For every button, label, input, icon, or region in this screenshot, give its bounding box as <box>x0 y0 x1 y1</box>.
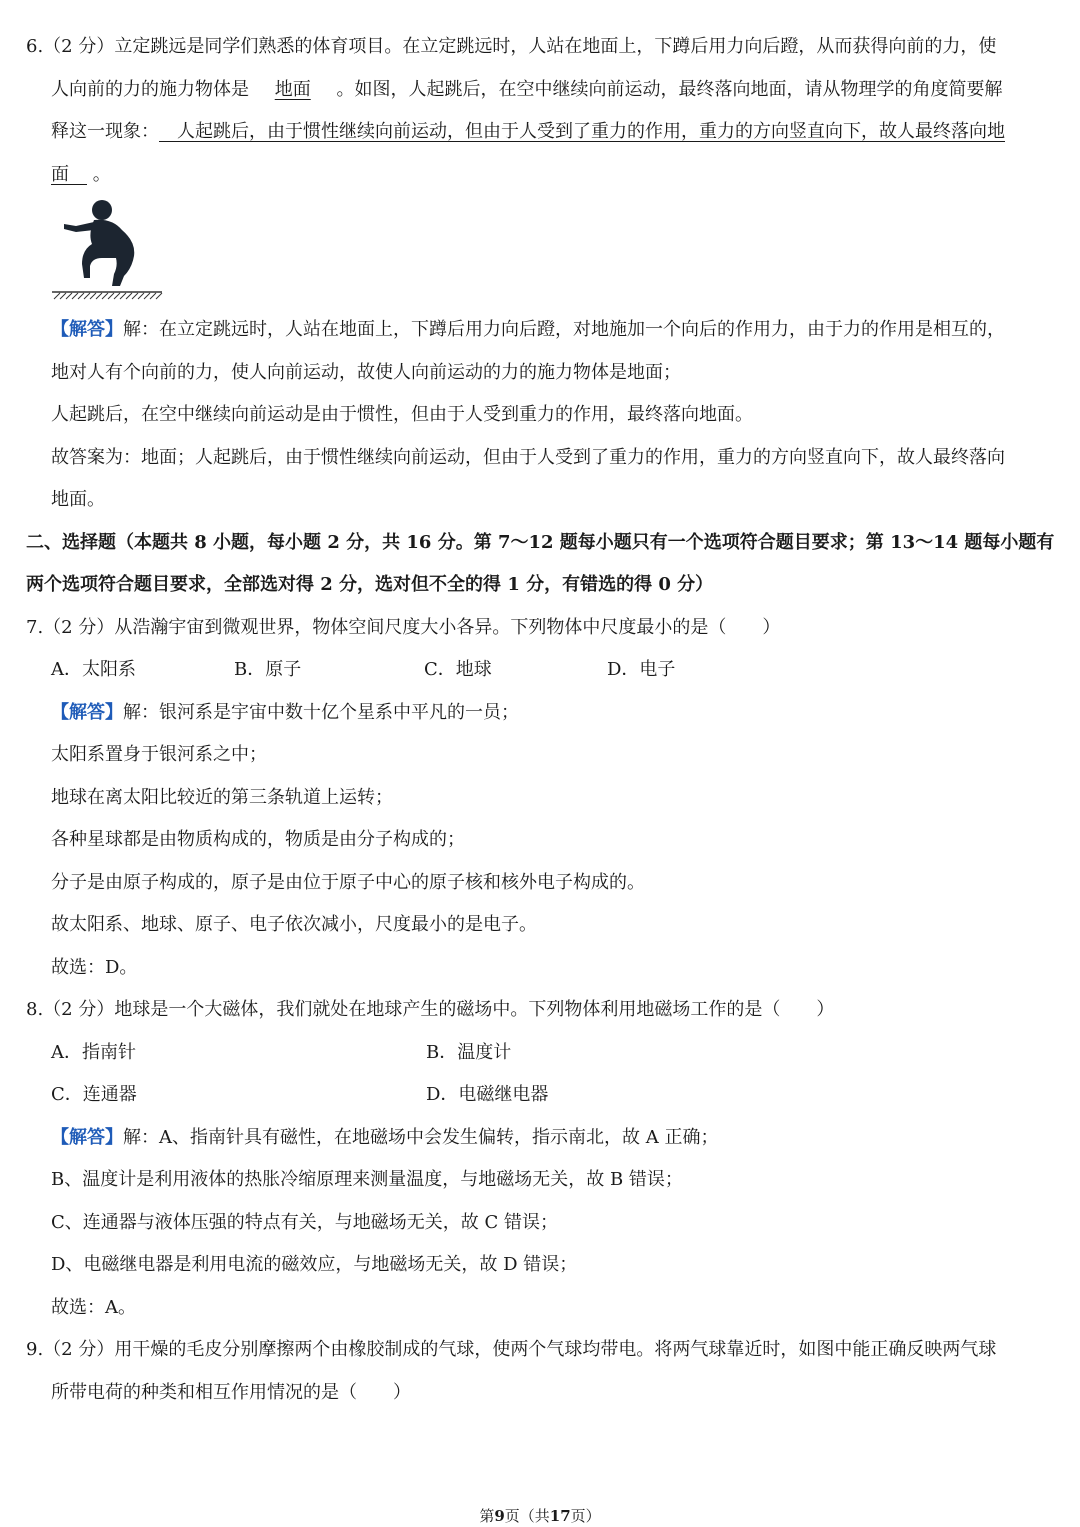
page-total: 17 <box>549 1507 571 1525</box>
q7-solution-line7: 故选：D。 <box>51 957 138 978</box>
q8-stem: 8.（2 分）地球是一个大磁体，我们就处在地球产生的磁场中。下列物体利用地磁场工作的是（ ） <box>26 999 835 1020</box>
section2-heading-line1: 二、选择题（本题共 8 小题，每小题 2 分，共 16 分。第 7～12 题每小题只有一个选项符合题目要求；第 13～14 题每小题有 <box>26 532 1055 553</box>
q6-solution-line2: 地对人有个向前的力，使人向前运动，故使人向前运动的力的施力物体是地面； <box>51 362 681 383</box>
q6-blank-answer: 地面 <box>274 79 311 100</box>
q8-solution-line4: D、电磁继电器是利用电流的磁效应，与地磁场无关，故 D 错误； <box>51 1254 578 1275</box>
q7-solution-line4: 各种星球都是由物质构成的，物质是由分子构成的； <box>51 829 465 850</box>
q6-stem-line3 <box>51 120 1005 144</box>
q6-solution-tag: 【解答】 <box>51 319 123 340</box>
q6-solution-line3: 人起跳后，在空中继续向前运动是由于惯性，但由于人受到重力的作用，最终落向地面。 <box>51 404 753 425</box>
q7-option-b: B．原子 <box>234 659 302 680</box>
q7-solution-tag: 【解答】 <box>51 702 123 723</box>
q6-line2-post: 。如图，人起跳后，在空中继续向前运动，最终落向地面，请从物理学的角度简要解 <box>330 79 1003 100</box>
q9-stem-line1: 9.（2 分）用干燥的毛皮分别摩擦两个由橡胶制成的气球，使两个气球均带电。将两气球靠近时，如图中能正确反映两气球 <box>26 1339 997 1360</box>
q8-option-b: B．温度计 <box>426 1042 512 1063</box>
q9-stem-line2: 所带电荷的种类和相互作用情况的是（ ） <box>51 1382 411 1403</box>
q6-solution-line1: 【解答】解：在立定跳远时，人站在地面上，下蹲后用力向后蹬，对地施加一个向后的作用力，由于力的作用是相互的， <box>51 319 1005 340</box>
q7-solution-line2: 太阳系置身于银河系之中； <box>51 744 267 765</box>
q8-solution-line5: 故选：A。 <box>51 1297 136 1318</box>
q8-option-d: D．电磁继电器 <box>426 1084 549 1105</box>
q8-solution-line1: 【解答】解：A、指南针具有磁性，在地磁场中会发生偏转，指示南北，故 A 正确； <box>51 1127 719 1148</box>
q6-line3-pre: 释这一现象： <box>51 121 159 142</box>
q7-solution-line1: 【解答】解：银河系是宇宙中数十亿个星系中平凡的一员； <box>51 702 519 723</box>
q6-solution-line4: 故答案为：地面；人起跳后，由于惯性继续向前运动，但由于人受到了重力的作用，重力的方向竖直向下，故人最终落向 <box>51 447 1005 468</box>
q6-stem-line4 <box>51 163 111 187</box>
q7-option-c: C．地球 <box>424 659 492 680</box>
q7-stem: 7.（2 分）从浩瀚宇宙到微观世界，物体空间尺度大小各异。下列物体中尺度最小的是（ ） <box>26 617 781 638</box>
q7-solution-line5: 分子是由原子构成的，原子是由位于原子中心的原子核和核外电子构成的。 <box>51 872 645 893</box>
q6-stem-line1: 6.（2 分）立定跳远是同学们熟悉的体育项目。在立定跳远时，人站在地面上，下蹲后用力向后蹬，从而获得向前的力，使 <box>26 36 997 57</box>
page-footer: 第9页（共17页） <box>479 1507 601 1525</box>
q8-option-a: A．指南针 <box>51 1042 136 1063</box>
q8-solution-line3: C、连通器与液体压强的特点有关，与地磁场无关，故 C 错误； <box>51 1212 558 1233</box>
page-number: 9 <box>494 1507 505 1525</box>
section2-heading-line2: 两个选项符合题目要求，全部选对得 2 分，选对但不全的得 1 分，有错选的得 0 分） <box>26 574 714 595</box>
q8-option-c: C．连通器 <box>51 1084 137 1105</box>
q6-stem-line2 <box>51 78 1002 102</box>
q8-solution-tag: 【解答】 <box>51 1127 123 1148</box>
q6-line4-post: 。 <box>87 164 111 185</box>
q8-solution-line2: B、温度计是利用液体的热胀冷缩原理来测量温度，与地磁场无关，故 B 错误； <box>51 1169 683 1190</box>
q6-answer-part1: 人起跳后，由于惯性继续向前运动，但由于人受到了重力的作用，重力的方向竖直向下，故人最终落向地 <box>177 121 1005 142</box>
q6-line2-pre: 人向前的力的施力物体是 <box>51 79 255 100</box>
q6-answer-part2: 面 <box>51 164 69 185</box>
q6-solution-line5: 地面。 <box>51 489 105 510</box>
q7-solution-line6: 故太阳系、地球、原子、电子依次减小，尺度最小的是电子。 <box>51 914 537 935</box>
q7-solution-line3: 地球在离太阳比较近的第三条轨道上运转； <box>51 787 393 808</box>
q7-option-a: A．太阳系 <box>51 659 136 680</box>
jumping-person-icon <box>50 196 166 302</box>
q7-option-d: D．电子 <box>607 659 676 680</box>
